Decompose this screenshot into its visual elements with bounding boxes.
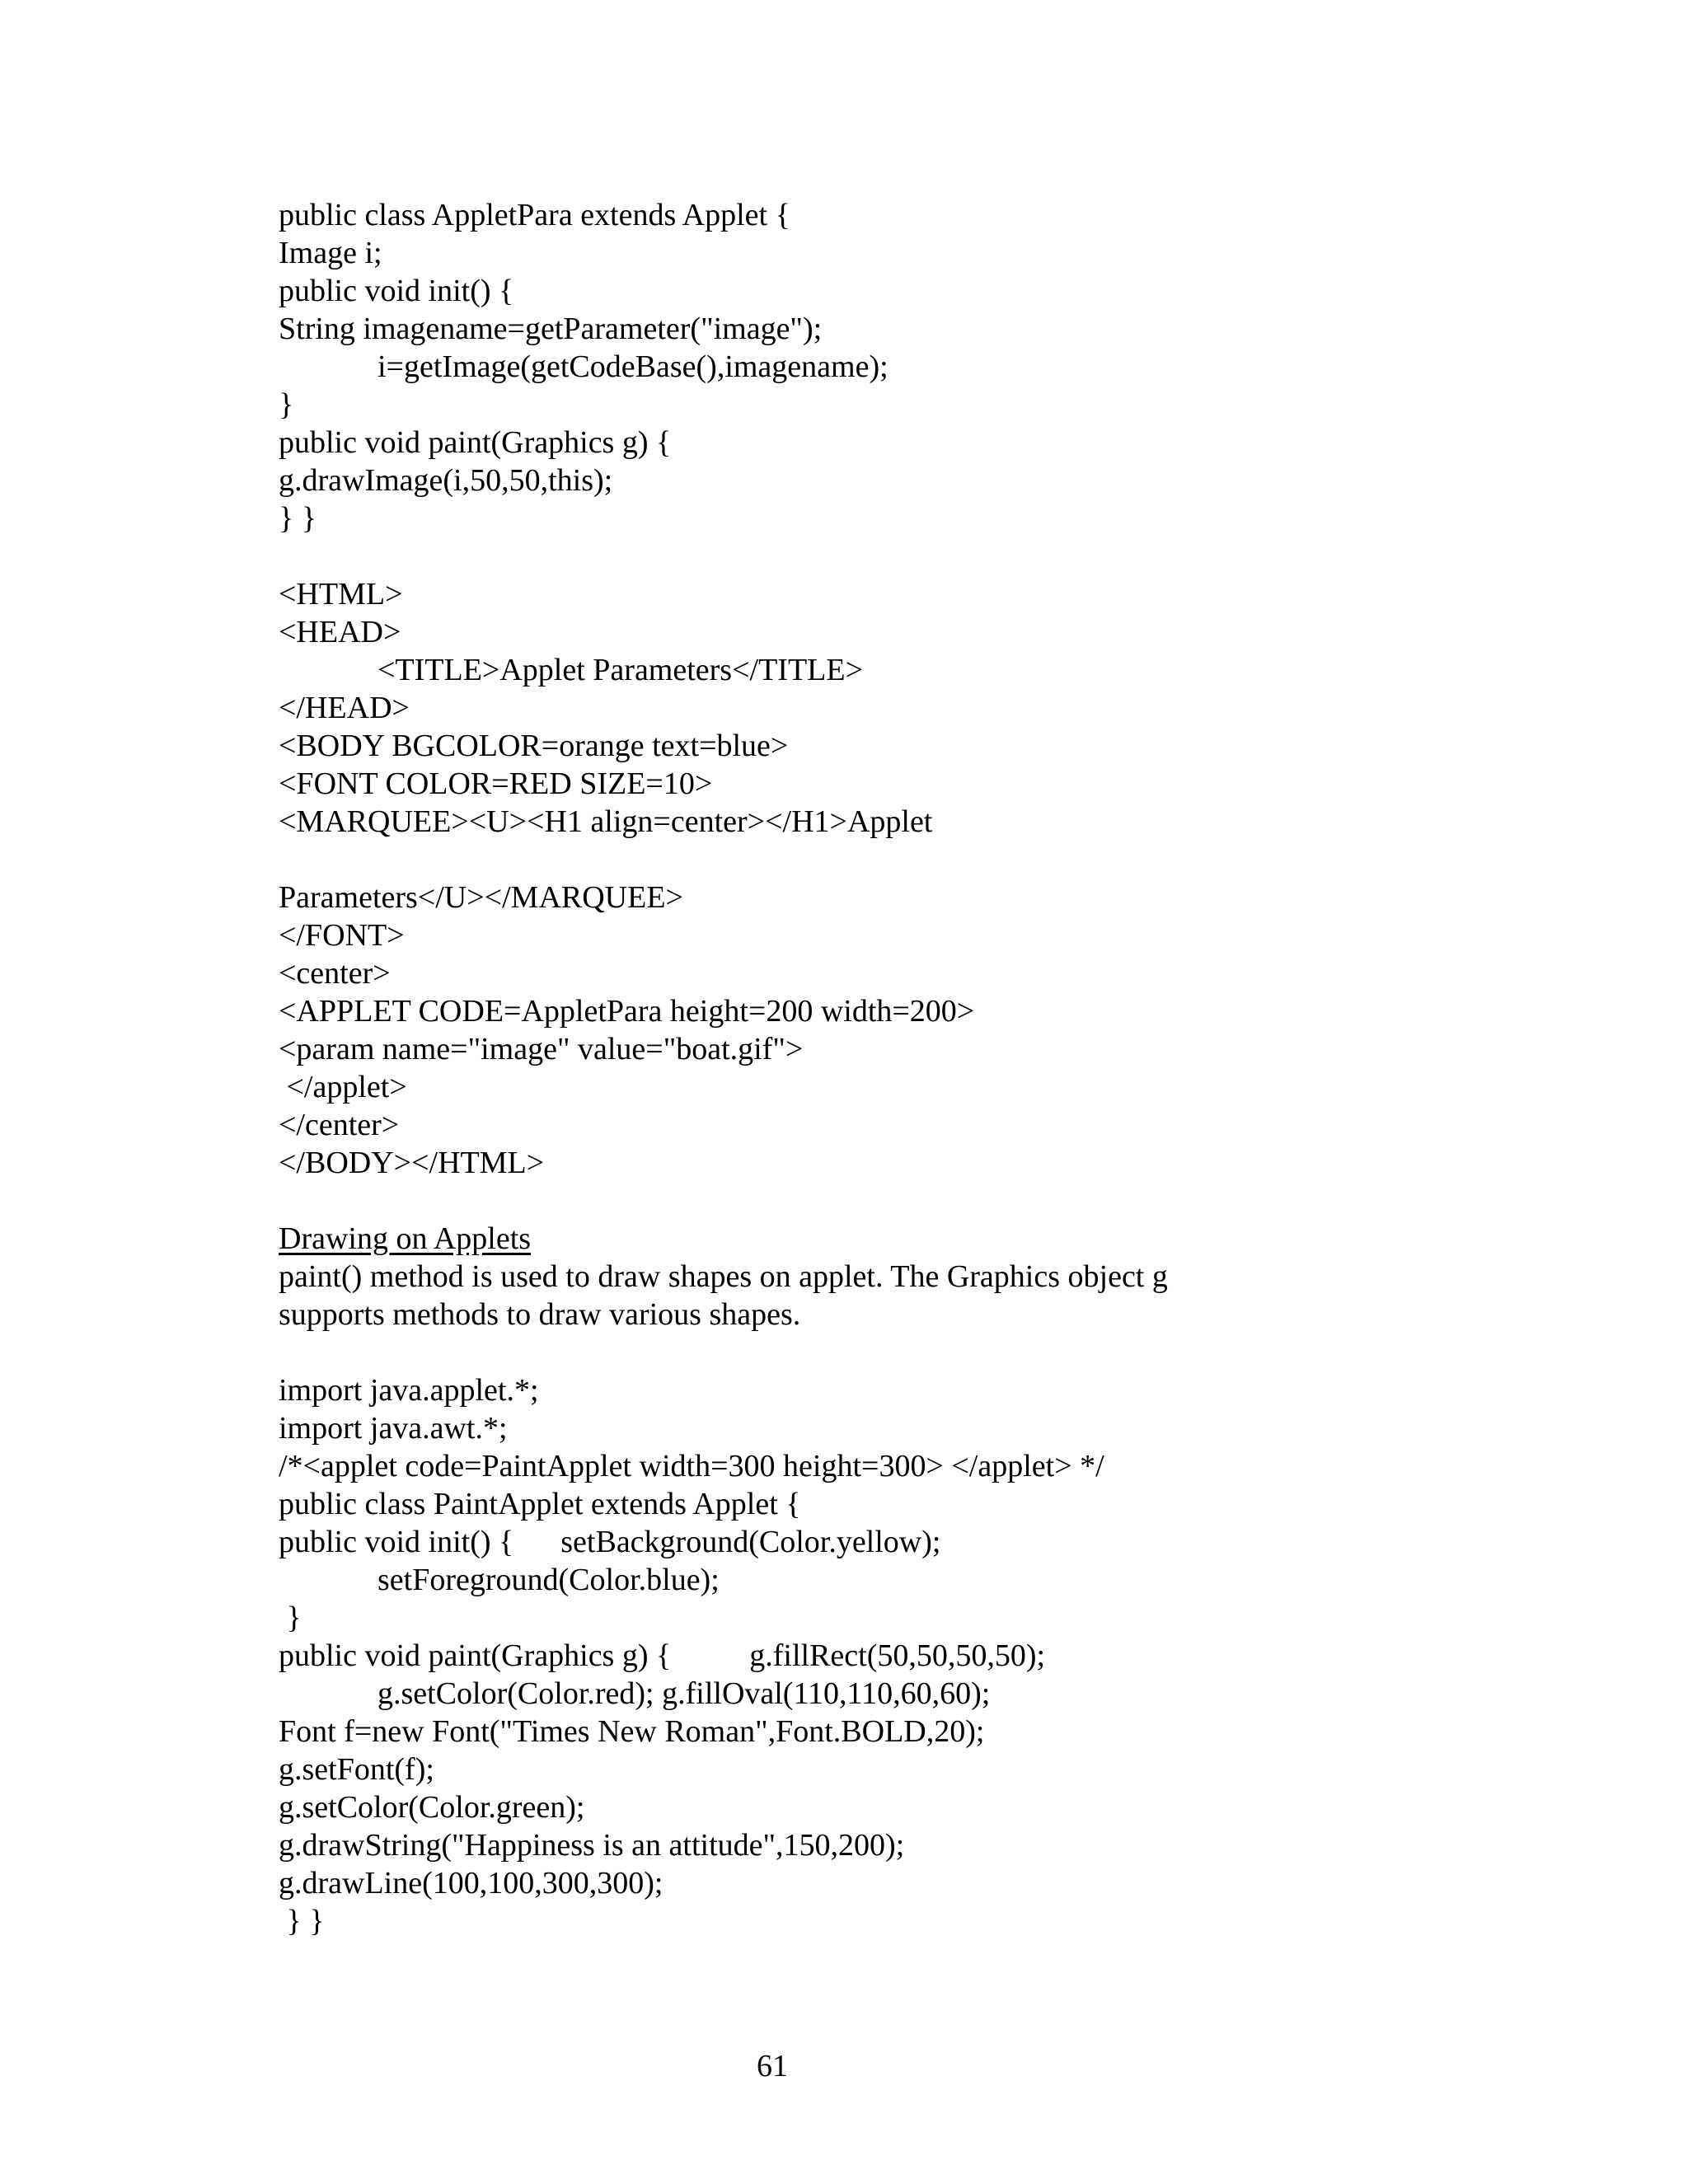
code-line: }: [279, 387, 294, 422]
code-line: public class PaintApplet extends Applet {: [279, 1487, 801, 1521]
code-line-indented: [279, 348, 889, 386]
code-line: g.drawString("Happiness is an attitude",150,200);: [279, 1828, 905, 1863]
code-line: </HEAD>: [279, 691, 410, 725]
code-line: }: [279, 1601, 302, 1635]
code-line: g.setFont(f);: [279, 1752, 434, 1787]
code-line: <FONT COLOR=RED SIZE=10>: [279, 766, 713, 801]
code-line: import java.applet.*;: [279, 1373, 539, 1408]
code-line: public void paint(Graphics g) { g.fillRect(50,50,50,50);: [279, 1638, 1046, 1673]
code-line: g.drawLine(100,100,300,300);: [279, 1866, 663, 1900]
code-line-indented: [279, 1675, 990, 1713]
paragraph-line: paint() method is used to draw shapes on applet. The Graphics object g: [279, 1259, 1168, 1294]
code-line: } }: [279, 1904, 325, 1938]
code-line: Image i;: [279, 236, 382, 270]
code-line: <APPLET CODE=AppletPara height=200 width=200>: [279, 994, 975, 1029]
section-heading: Drawing on Applets: [279, 1221, 532, 1256]
code-line: public void init() { setBackground(Color.yellow);: [279, 1525, 941, 1559]
code-line: <HTML>: [279, 577, 403, 612]
code-line: <MARQUEE><U><H1 align=center></H1>Applet: [279, 804, 933, 839]
code-line: g.drawImage(i,50,50,this);: [279, 463, 613, 498]
code-line: } }: [279, 501, 316, 536]
code-line: String imagename=getParameter("image");: [279, 312, 823, 346]
code-line: import java.awt.*;: [279, 1411, 508, 1446]
code-line-text: setForeground(Color.blue);: [377, 1563, 720, 1597]
code-line: </center>: [279, 1108, 400, 1142]
code-line-indented: [279, 651, 863, 689]
code-line-text: i=getImage(getCodeBase(),imagename);: [377, 349, 889, 384]
code-line: Font f=new Font("Times New Roman",Font.BOLD,20);: [279, 1714, 985, 1749]
code-line: </FONT>: [279, 918, 405, 953]
paragraph-line: supports methods to draw various shapes.: [279, 1297, 801, 1332]
code-line-indented: [279, 1561, 720, 1599]
code-line: g.setColor(Color.green);: [279, 1790, 585, 1825]
code-line: </applet>: [279, 1070, 407, 1104]
code-line: public void paint(Graphics g) {: [279, 425, 672, 460]
page-number: 61: [757, 2049, 788, 2083]
code-line: /*<applet code=PaintApplet width=300 height=300> </applet> */: [279, 1449, 1104, 1483]
code-line: Parameters</U></MARQUEE>: [279, 880, 683, 915]
code-line: <param name="image" value="boat.gif">: [279, 1032, 804, 1066]
code-line: <center>: [279, 956, 391, 991]
code-line-text: <TITLE>Applet Parameters</TITLE>: [377, 653, 864, 687]
code-line: <HEAD>: [279, 615, 401, 649]
code-line: </BODY></HTML>: [279, 1146, 545, 1180]
code-line-text: g.setColor(Color.red); g.fillOval(110,110,60,60);: [377, 1676, 991, 1711]
code-line: <BODY BGCOLOR=orange text=blue>: [279, 729, 789, 763]
code-line: public class AppletPara extends Applet {: [279, 198, 790, 232]
code-line: public void init() {: [279, 274, 514, 308]
